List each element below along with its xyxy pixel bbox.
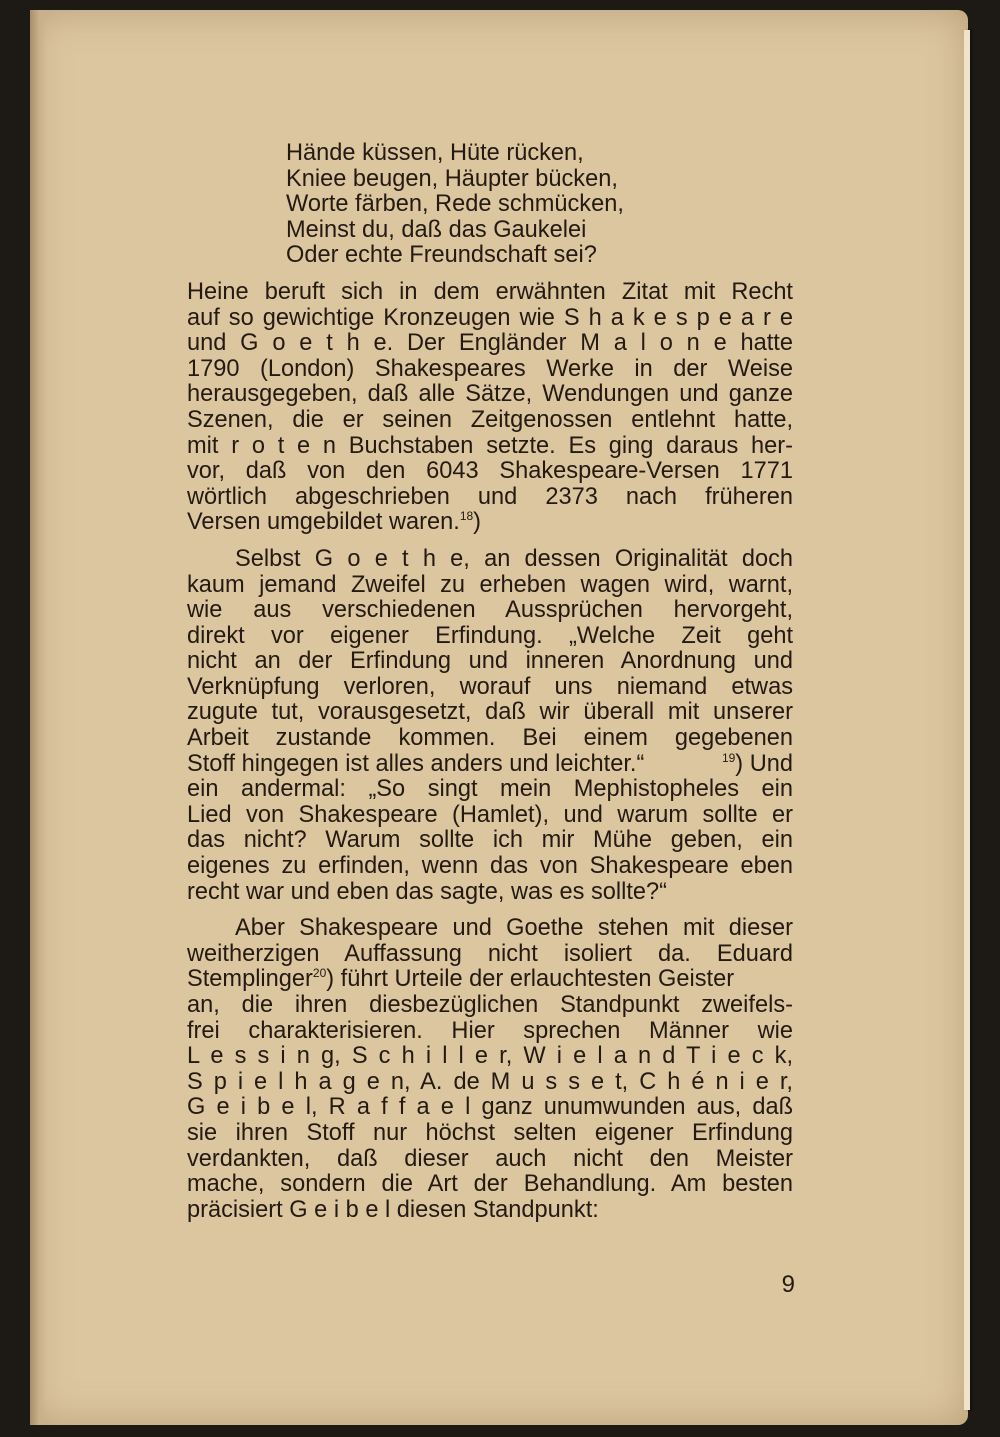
text-line (187, 510, 793, 536)
text-line: 1790 (London) Shakespeares Werke in der Weise (187, 355, 793, 382)
verse-block (187, 141, 793, 269)
text-line: Szenen, die er seinen Zeitgenossen entlehnt hatte, (187, 406, 793, 433)
page-number: 9 (781, 1271, 795, 1298)
page-edge (964, 30, 970, 1410)
text-line: an, die ihren diesbezüglichen Standpunkt zweifels- (187, 992, 793, 1018)
body-text (187, 141, 793, 1223)
text-line: Selbst G o e t h e, an dessen Originalität doch (235, 545, 793, 572)
verse-line: Worte färben, Rede schmücken, (286, 191, 624, 218)
verse-line: Meinst du, daß das Gaukelei (286, 216, 587, 243)
verse-line: Kniee beugen, Häupter bücken, (286, 165, 618, 192)
text-line: S p i e l h a g e n, A. de M u s s e t, C h é n i e r, (187, 1068, 793, 1095)
text-span (722, 752, 793, 778)
text-line: nicht an der Erfindung und inneren Anordnung und (187, 648, 793, 675)
text-line (187, 752, 793, 778)
text-line: mit r o t e n Buchstaben setzte. Es ging daraus her- (187, 432, 793, 459)
text-line: direkt vor eigener Erfindung. „Welche Zeit geht (187, 622, 793, 649)
footnote-ref-18: 18 (459, 509, 474, 524)
text-line: G e i b e l, R a f f a e l ganz unumwunden aus, daß (187, 1094, 793, 1121)
paragraph-2 (187, 547, 793, 905)
verse-line: Oder echte Freundschaft sei? (286, 242, 597, 269)
text-line: Heine beruft sich in dem erwähnten Zitat mit Recht (187, 278, 793, 305)
text-span: ) führt Urteile der erlauchtesten Geister (326, 966, 735, 993)
text-line: herausgegeben, daß alle Sätze, Wendungen und ganze (187, 381, 793, 408)
text-span: Stoff hingegen ist alles anders und leichter.“ (187, 750, 645, 777)
text-line: sie ihren Stoff nur höchst selten eigener Erfindung (187, 1119, 793, 1146)
text-line: kaum jemand Zweifel zu erheben wagen wird, warnt, (187, 571, 793, 598)
book-gutter (30, 10, 46, 1425)
text-line: eigenes zu erfinden, wenn das von Shakespeare eben (187, 853, 793, 880)
text-line: mache, sondern die Art der Behandlung. Am besten (187, 1171, 793, 1198)
text-line: Arbeit zustande kommen. Bei einem gegebenen (187, 725, 793, 752)
text-line: weitherzigen Auffassung nicht isoliert da. Eduard (187, 940, 793, 967)
text-line: wie aus verschiedenen Aussprüchen hervorgeht, (187, 597, 793, 624)
text-line: präcisiert G e i b e l diesen Standpunkt: (187, 1196, 599, 1223)
text-line: vor, daß von den 6043 Shakespeare-Versen 1771 (187, 458, 793, 485)
text-line (187, 967, 793, 993)
text-line: Verknüpfung verloren, worauf uns niemand etwas (187, 673, 793, 700)
text-line: Lied von Shakespeare (Hamlet), und warum sollte er (187, 801, 793, 828)
text-line: frei charakterisieren. Hier sprechen Männer wie (187, 1017, 793, 1044)
text-line: ein andermal: „So singt mein Mephistopheles ein (187, 776, 793, 803)
footnote-ref-20: 20 (312, 966, 327, 981)
text-span: ) (473, 509, 482, 536)
text-span: Versen umgebildet waren. (187, 509, 460, 536)
text-line: verdankten, daß dieser auch nicht den Meister (187, 1145, 793, 1172)
text-line: Aber Shakespeare und Goethe stehen mit dieser (235, 915, 793, 942)
text-span: ) Und (735, 750, 793, 777)
text-line: auf so gewichtige Kronzeugen wie S h a k e s p e a r e (187, 304, 793, 331)
text-line: recht war und eben das sagte, was es sollte?“ (187, 878, 668, 905)
text-line: wörtlich abgeschrieben und 2373 nach früheren (187, 483, 793, 510)
paragraph-1 (187, 280, 793, 536)
footnote-ref-19: 19 (721, 750, 736, 765)
text-line: zugute tut, vorausgesetzt, daß wir überall mit unserer (187, 699, 793, 726)
text-line: das nicht? Warum sollte ich mir Mühe geben, ein (187, 827, 793, 854)
text-line: und G o e t h e. Der Engländer M a l o n e hatte (187, 330, 793, 357)
text-line: L e s s i n g, S c h i l l e r, W i e l a n d T i e c k, (187, 1043, 793, 1070)
text-span: Stemplinger (187, 966, 313, 993)
paragraph-3 (187, 916, 793, 1223)
verse-line: Hände küssen, Hüte rücken, (286, 140, 584, 166)
